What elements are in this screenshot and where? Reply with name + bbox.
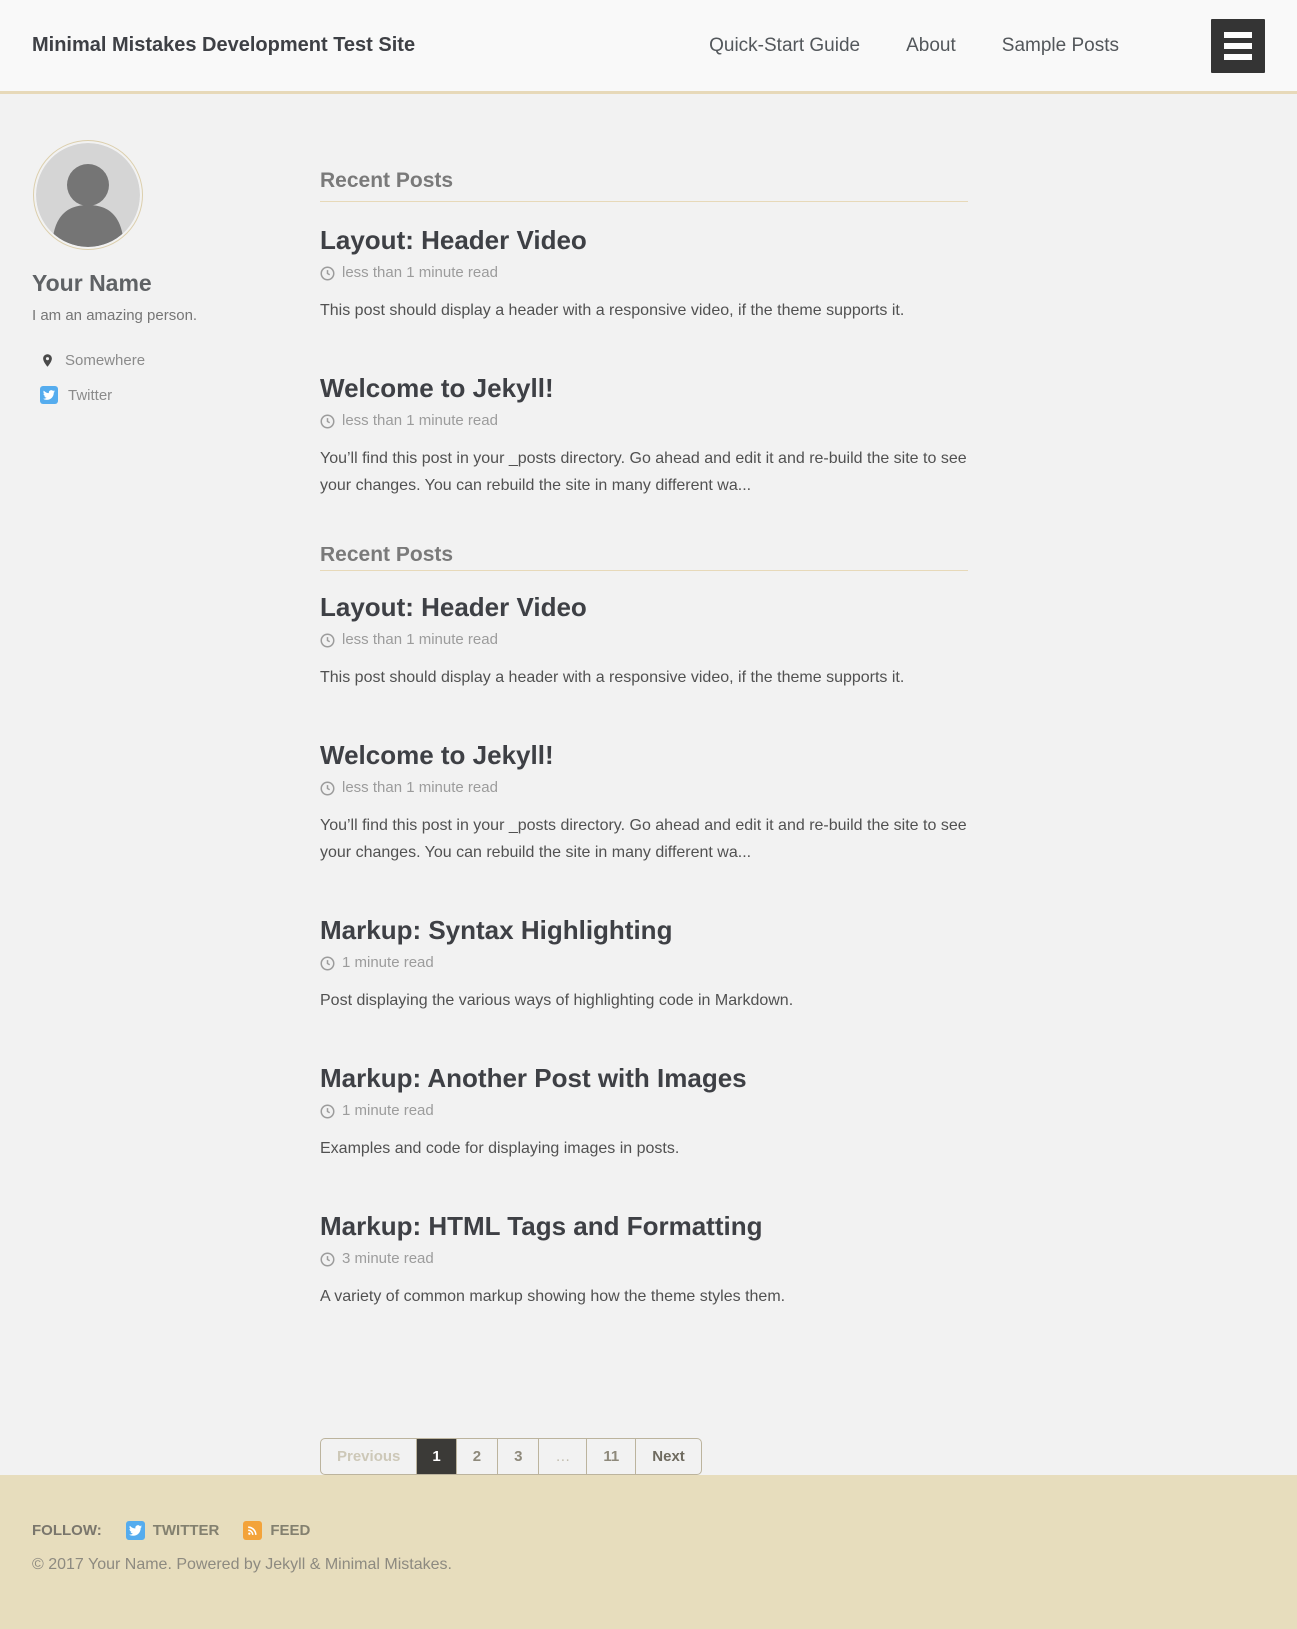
author-name: Your Name — [32, 270, 152, 296]
footer-feed-link[interactable] — [243, 1521, 310, 1540]
post-read-time: 1 minute read — [342, 954, 434, 971]
post-item — [320, 1062, 968, 1162]
post-title-link[interactable]: Layout: Header Video — [320, 225, 587, 255]
post-item — [320, 224, 968, 324]
nav-link-quick-start-guide[interactable]: Quick-Start Guide — [709, 34, 861, 56]
post-excerpt: Post displaying the various ways of highlighting code in Markdown. — [320, 992, 794, 1009]
hamburger-icon — [1224, 32, 1252, 38]
post-meta — [320, 954, 968, 972]
author-sidebar — [32, 94, 320, 404]
post-read-time: 3 minute read — [342, 1250, 434, 1267]
pagination — [320, 1438, 702, 1475]
author-links — [32, 352, 320, 404]
post-title-link[interactable]: Markup: HTML Tags and Formatting — [320, 1211, 763, 1241]
post-meta — [320, 631, 968, 649]
recent-posts-heading-clipped — [320, 547, 968, 571]
clock-icon — [320, 781, 335, 796]
post-excerpt: Examples and code for displaying images in posts. — [320, 1140, 680, 1157]
page-footer — [0, 1475, 1297, 1629]
post-excerpt: This post should display a header with a responsive video, if the theme supports it. — [320, 302, 905, 319]
hamburger-icon — [1224, 54, 1252, 60]
pagination-page-1-current[interactable]: 1 — [417, 1439, 456, 1474]
clock-icon — [320, 1252, 335, 1267]
post-excerpt: This post should display a header with a responsive video, if the theme supports it. — [320, 669, 905, 686]
footer-twitter-link[interactable] — [126, 1521, 220, 1540]
clock-icon — [320, 633, 335, 648]
post-title — [320, 591, 968, 623]
post-meta — [320, 264, 968, 282]
post-title — [320, 1210, 968, 1242]
post-meta — [320, 412, 968, 430]
post-title-link[interactable]: Markup: Another Post with Images — [320, 1063, 747, 1093]
clock-icon — [320, 1104, 335, 1119]
post-meta — [320, 779, 968, 797]
post-title-link[interactable]: Layout: Header Video — [320, 592, 587, 622]
page-body — [0, 94, 1297, 1475]
avatar-silhouette-icon — [36, 143, 140, 247]
main-content — [320, 94, 968, 1475]
masthead — [0, 0, 1297, 94]
follow-label: FOLLOW: — [32, 1522, 102, 1539]
recent-posts-heading-text: Recent Posts — [320, 169, 454, 192]
post-excerpt: A variety of common markup showing how the theme styles them. — [320, 1288, 786, 1305]
author-location-label: Somewhere — [65, 352, 146, 369]
recent-posts-heading — [320, 168, 968, 202]
post-title — [320, 1062, 968, 1094]
footer-follow-row — [32, 1521, 1265, 1540]
post-item — [320, 739, 968, 866]
clipped-heading-window — [320, 547, 968, 562]
post-read-time: less than 1 minute read — [342, 412, 498, 429]
post-read-time: less than 1 minute read — [342, 779, 498, 796]
avatar — [33, 140, 143, 250]
post-item — [320, 1210, 968, 1310]
recent-posts-heading-text: Recent Posts — [320, 547, 454, 562]
hamburger-menu-button[interactable] — [1211, 19, 1265, 73]
post-read-time: less than 1 minute read — [342, 264, 498, 281]
post-title — [320, 372, 968, 404]
post-title-link[interactable]: Markup: Syntax Highlighting — [320, 915, 673, 945]
nav-link-about[interactable]: About — [906, 34, 956, 56]
post-item — [320, 372, 968, 499]
footer-twitter-label: TWITTER — [152, 1522, 220, 1539]
post-excerpt: You’ll find this post in your _posts directory. Go ahead and edit it and re-build the site to see your changes. You can rebuild the site in many different wa... — [320, 817, 967, 861]
post-item — [320, 914, 968, 1014]
post-title-link[interactable]: Welcome to Jekyll! — [320, 373, 554, 403]
copyright-text: © 2017 Your Name. Powered by Jekyll & Minimal Mistakes. — [32, 1556, 452, 1573]
post-title — [320, 739, 968, 771]
post-title — [320, 914, 968, 946]
post-item — [320, 591, 968, 691]
location-pin-icon — [40, 353, 55, 368]
pagination-page-2[interactable]: 2 — [457, 1439, 498, 1474]
author-twitter-label: Twitter — [68, 386, 113, 404]
post-read-time: 1 minute read — [342, 1102, 434, 1119]
site-title[interactable]: Minimal Mistakes Development Test Site — [32, 34, 416, 56]
masthead-nav — [709, 19, 1265, 73]
clock-icon — [320, 266, 335, 281]
post-excerpt: You’ll find this post in your _posts directory. Go ahead and edit it and re-build the site to see your changes. You can rebuild the site in many different wa... — [320, 450, 967, 494]
post-meta — [320, 1250, 968, 1268]
author-twitter-link[interactable] — [32, 386, 320, 404]
author-bio: I am an amazing person. — [32, 307, 198, 324]
twitter-icon — [40, 386, 58, 404]
pagination-ellipsis: … — [539, 1439, 587, 1474]
pagination-previous-button[interactable]: Previous — [321, 1439, 417, 1474]
pagination-page-11[interactable]: 11 — [587, 1439, 636, 1474]
author-location-link[interactable] — [32, 352, 320, 369]
rss-icon — [243, 1521, 262, 1540]
post-title — [320, 224, 968, 256]
hamburger-icon — [1224, 43, 1252, 49]
pagination-page-3[interactable]: 3 — [498, 1439, 539, 1474]
footer-feed-label: FEED — [270, 1522, 311, 1539]
post-title-link[interactable]: Welcome to Jekyll! — [320, 740, 554, 770]
nav-link-sample-posts[interactable]: Sample Posts — [1001, 34, 1119, 56]
clock-icon — [320, 956, 335, 971]
twitter-icon — [126, 1521, 145, 1540]
clock-icon — [320, 414, 335, 429]
pagination-next-button[interactable]: Next — [652, 1448, 685, 1465]
post-meta — [320, 1102, 968, 1120]
post-read-time: less than 1 minute read — [342, 631, 498, 648]
